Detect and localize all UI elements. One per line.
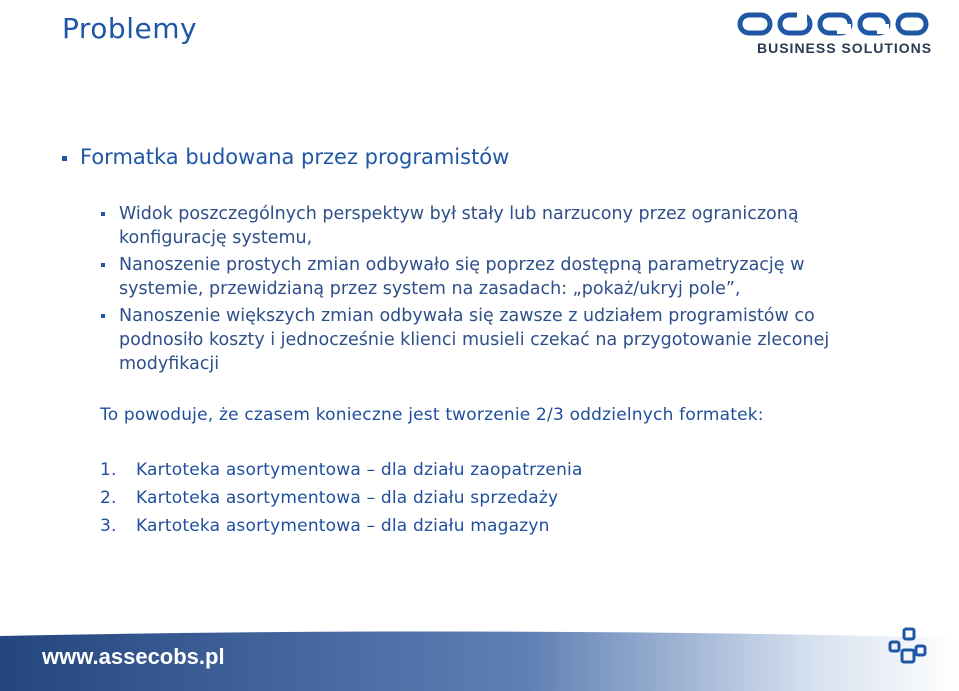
slide-title: Problemy [62, 12, 198, 45]
numbered-item [100, 460, 583, 480]
sub-bullet-line: podnosiło koszty i jednocześnie klienci musieli czekać na przygotowanie zleconej [119, 330, 830, 350]
asseco-logo-icon [735, 10, 950, 40]
sub-bullet-line: Nanoszenie większych zmian odbywała się zawsze z udziałem programistów co [119, 306, 815, 326]
bullet-icon [101, 263, 105, 267]
sub-bullet-1 [119, 202, 919, 250]
main-bullet: Formatka budowana przez programistów [80, 145, 510, 169]
item-text: Kartoteka asortymentowa – dla działu sprzedaży [136, 488, 559, 508]
item-number: 2. [100, 488, 117, 508]
sub-bullet-2 [119, 253, 919, 301]
numbered-item [100, 516, 550, 536]
squares-decoration-icon [878, 620, 948, 670]
bullet-icon [101, 314, 105, 318]
paragraph: To powoduje, że czasem konieczne jest tworzenie 2/3 oddzielnych formatek: [100, 405, 764, 425]
sub-bullet-line: modyfikacji [119, 354, 220, 374]
sub-bullet-line: Widok poszczególnych perspektyw był stały lub narzucony przez ograniczoną [119, 204, 799, 224]
numbered-item [100, 488, 558, 508]
item-text: Kartoteka asortymentowa – dla działu zaopatrzenia [136, 460, 583, 480]
item-number: 3. [100, 516, 117, 536]
bullet-icon [101, 212, 105, 216]
footer-url-link[interactable]: www.assecobs.pl [42, 644, 225, 669]
sub-bullet-3 [119, 304, 919, 376]
asseco-logo [735, 10, 950, 60]
sub-bullet-line: konfigurację systemu, [119, 228, 313, 248]
item-text: Kartoteka asortymentowa – dla działu magazyn [136, 516, 550, 536]
bullet-icon [62, 156, 67, 161]
sub-bullet-line: systemie, przewidzianą przez system na zasadach: „pokaż/ukryj pole”, [119, 279, 741, 299]
item-number: 1. [100, 460, 117, 480]
logo-tagline: BUSINESS SOLUTIONS [757, 40, 933, 56]
sub-bullet-line: Nanoszenie prostych zmian odbywało się poprzez dostępną parametryzację w [119, 255, 805, 275]
